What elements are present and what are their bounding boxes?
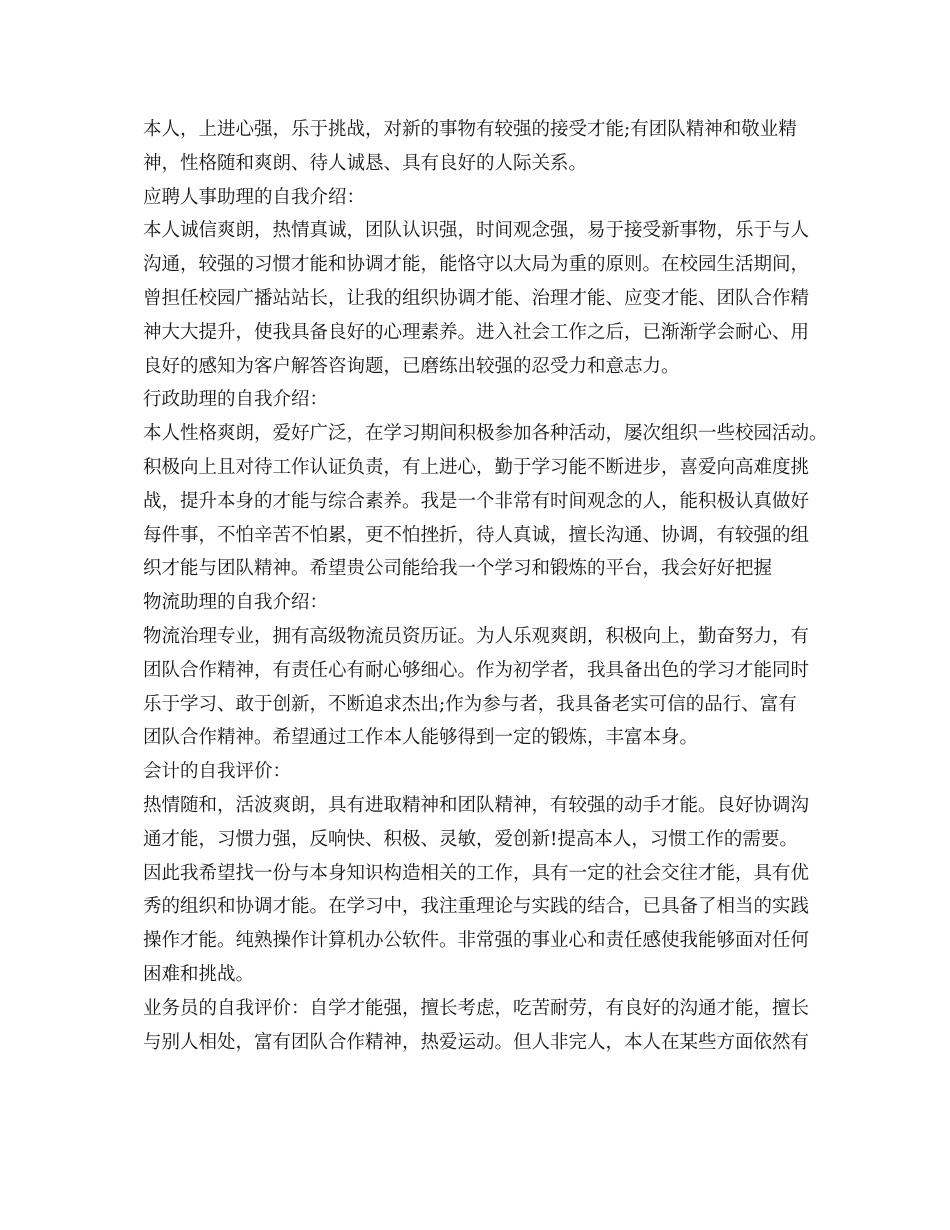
section-heading: 会计的自我评价： — [143, 761, 292, 783]
paragraph-line: 本人诚信爽朗，热情真诚，团队认识强，时间观念强，易于接受新事物，乐于与人 — [143, 220, 810, 242]
paragraph-line: 团队合作精神。希望通过工作本人能够得到一定的锻炼，丰富本身。 — [143, 727, 699, 749]
paragraph-line: 积极向上且对待工作认证负责，有上进心，勤于学习能不断进步，喜爱向高难度挑 — [143, 456, 810, 478]
paragraph-line: 通才能，习惯力强，反响快、积极、灵敏，爱创新!提高本人，习惯工作的需要。 — [143, 828, 798, 850]
paragraph-line: 困难和挑战。 — [143, 963, 255, 985]
document-body — [143, 113, 828, 1059]
paragraph-line: 沟通，较强的习惯才能和协调才能，能恪守以大局为重的原则。在校园生活期间， — [143, 254, 810, 276]
section-heading: 应聘人事助理的自我介绍： — [143, 186, 366, 208]
paragraph-line: 秀的组织和协调才能。在学习中，我注重理论与实践的结合，已具备了相当的实践 — [143, 896, 810, 918]
section-heading: 物流助理的自我介绍： — [143, 592, 329, 614]
paragraph-line: 团队合作精神，有责任心有耐心够细心。作为初学者，我具备出色的学习才能同时 — [143, 659, 810, 681]
paragraph-line: 热情随和，活波爽朗，具有进取精神和团队精神，有较强的动手才能。良好协调沟 — [143, 794, 810, 816]
paragraph-line: 与别人相处，富有团队合作精神，热爱运动。但人非完人，本人在某些方面依然有 — [143, 1031, 810, 1053]
paragraph-line: 神，性格随和爽朗、待人诚恳、具有良好的人际关系。 — [143, 152, 588, 174]
paragraph-line: 本人性格爽朗，爱好广泛，在学习期间积极参加各种活动，屡次组织一些校园活动。 — [143, 423, 828, 445]
paragraph-line: 战，提升本身的才能与综合素养。我是一个非常有时间观念的人，能积极认真做好 — [143, 490, 810, 512]
paragraph-line: 操作才能。纯熟操作计算机办公软件。非常强的事业心和责任感使我能够面对任何 — [143, 930, 810, 952]
paragraph-line: 物流治理专业，拥有高级物流员资历证。为人乐观爽朗，积极向上，勤奋努力，有 — [143, 625, 810, 647]
paragraph-line: 神大大提升，使我具备良好的心理素养。进入社会工作之后，已渐渐学会耐心、用 — [143, 321, 810, 343]
paragraph-line: 因此我希望找一份与本身知识构造相关的工作，具有一定的社会交往才能，具有优 — [143, 862, 810, 884]
paragraph-line: 每件事，不怕辛苦不怕累，更不怕挫折，待人真诚，擅长沟通、协调，有较强的组 — [143, 524, 810, 546]
paragraph-line: 曾担任校园广播站站长，让我的组织协调才能、治理才能、应变才能、团队合作精 — [143, 287, 810, 309]
section-heading: 行政助理的自我介绍： — [143, 389, 329, 411]
paragraph-line: 本人，上进心强，乐于挑战，对新的事物有较强的接受才能;有团队精神和敬业精 — [143, 119, 797, 140]
paragraph-line: 乐于学习、敢于创新，不断追求杰出;作为参与者，我具备老实可信的品行、富有 — [143, 693, 797, 715]
paragraph-line: 良好的感知为客户解答咨询题，已磨练出较强的忍受力和意志力。 — [143, 355, 680, 377]
paragraph-line: 业务员的自我评价：自学才能强，擅长考虑，吃苦耐劳，有良好的沟通才能，擅长 — [143, 997, 810, 1019]
paragraph-line: 织才能与团队精神。希望贵公司能给我一个学习和锻炼的平台，我会好好把握 — [143, 558, 773, 580]
